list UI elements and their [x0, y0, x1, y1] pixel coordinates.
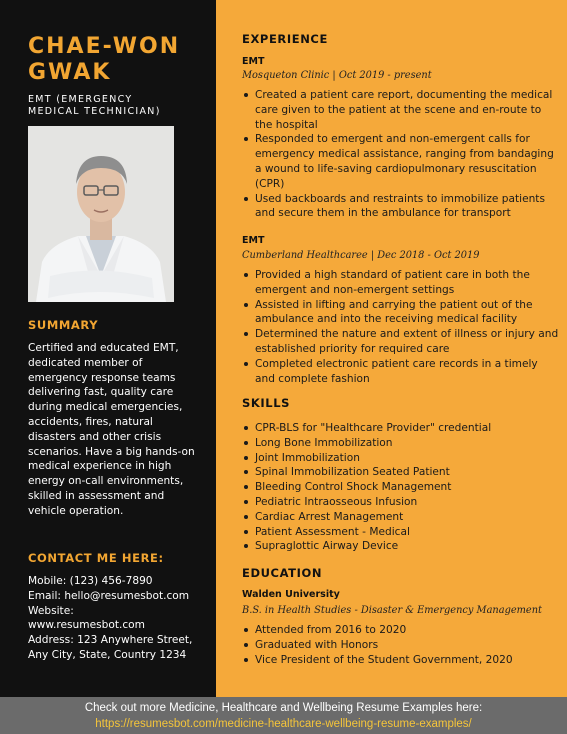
skill-item: Pediatric Intraosseous Infusion — [242, 495, 560, 510]
skill-item: Long Bone Immobilization — [242, 436, 560, 451]
school-name: Walden University — [242, 589, 340, 600]
name-first: CHAE-WON — [28, 34, 181, 59]
skill-item: Cardiac Arrest Management — [242, 510, 560, 525]
skills-list — [242, 421, 560, 554]
job-employer-dates: Mosqueton Clinic | Oct 2019 - present — [242, 70, 432, 81]
list-item: Completed electronic patient care records in a timely and complete fashion — [242, 357, 560, 387]
list-item: Responded to emergent and non-emergent calls for emergency medical assistance, ranging from bandaging a wound to life-saving cardiopulmonary resuscitation (CPR) — [242, 132, 560, 191]
banner-link[interactable]: https://resumesbot.com/medicine-healthcare-wellbeing-resume-examples/ — [95, 718, 472, 730]
job-title — [28, 94, 208, 118]
contact-list — [28, 574, 208, 663]
contact-address: Any City, State, Country 1234 — [28, 648, 187, 661]
list-item: Created a patient care report, documenting the medical care given to the patient at the scene and en-route to the hospital — [242, 88, 560, 132]
contact-mobile: Mobile: (123) 456-7890 — [28, 575, 153, 587]
job-role: EMT — [242, 235, 265, 246]
name-last: GWAK — [28, 60, 112, 85]
sidebar — [0, 0, 216, 734]
promo-banner — [0, 697, 567, 734]
list-item: Graduated with Honors — [242, 638, 560, 653]
skill-item: Spinal Immobilization Seated Patient — [242, 465, 560, 480]
skill-item: Patient Assessment - Medical — [242, 525, 560, 540]
skill-item: CPR-BLS for "Healthcare Provider" credential — [242, 421, 560, 436]
contact-email: Email: hello@resumesbot.com — [28, 589, 190, 602]
main-content — [216, 0, 567, 734]
contact-website-label: Website: — [28, 604, 74, 617]
education-bullets — [242, 623, 560, 667]
job-bullets — [242, 88, 560, 221]
skill-item: Joint Immobilization — [242, 451, 560, 466]
skill-item: Supraglottic Airway Device — [242, 539, 560, 554]
job-bullets — [242, 268, 560, 386]
job-role: EMT — [242, 56, 265, 67]
job-title-line: EMT (EMERGENCY — [28, 94, 133, 105]
summary-heading: SUMMARY — [28, 318, 99, 332]
degree: B.S. in Health Studies - Disaster & Emergency Management — [242, 605, 542, 616]
banner-text: Check out more Medicine, Healthcare and Wellbeing Resume Examples here: — [84, 702, 483, 714]
experience-heading: EXPERIENCE — [242, 32, 328, 46]
list-item: Provided a high standard of patient care in both the emergent and non-emergent settings — [242, 268, 560, 298]
list-item: Determined the nature and extent of illness or injury and established priority for required care — [242, 327, 560, 357]
contact-address: Address: 123 Anywhere Street, — [28, 634, 193, 647]
summary-text: Certified and educated EMT, dedicated member of emergency response teams delivering fast, quality care during medical emergencies, accidents, fires, natural disasters and other crisis scenarios. Have a big hands-on medical experience in high energy on-call environments, skilled in assessment and vehicle operation. — [28, 342, 195, 517]
skills-heading: SKILLS — [242, 396, 291, 410]
job-employer-dates: Cumberland Healthcaree | Dec 2018 - Oct 2019 — [242, 250, 480, 261]
contact-website: www.resumesbot.com — [28, 619, 145, 632]
candidate-name — [28, 34, 208, 86]
skill-item: Bleeding Control Shock Management — [242, 480, 560, 495]
list-item: Vice President of the Student Government, 2020 — [242, 653, 560, 668]
contact-heading: CONTACT ME HERE: — [28, 551, 164, 565]
list-item: Attended from 2016 to 2020 — [242, 623, 560, 638]
job-title-line: MEDICAL TECHNICIAN) — [28, 106, 161, 117]
list-item: Used backboards and restraints to immobilize patients and secure them in the ambulance for transport — [242, 192, 560, 222]
education-heading: EDUCATION — [242, 566, 323, 580]
list-item: Assisted in lifting and carrying the patient out of the ambulance and into the receiving medical facility — [242, 298, 560, 328]
profile-photo — [28, 126, 174, 302]
